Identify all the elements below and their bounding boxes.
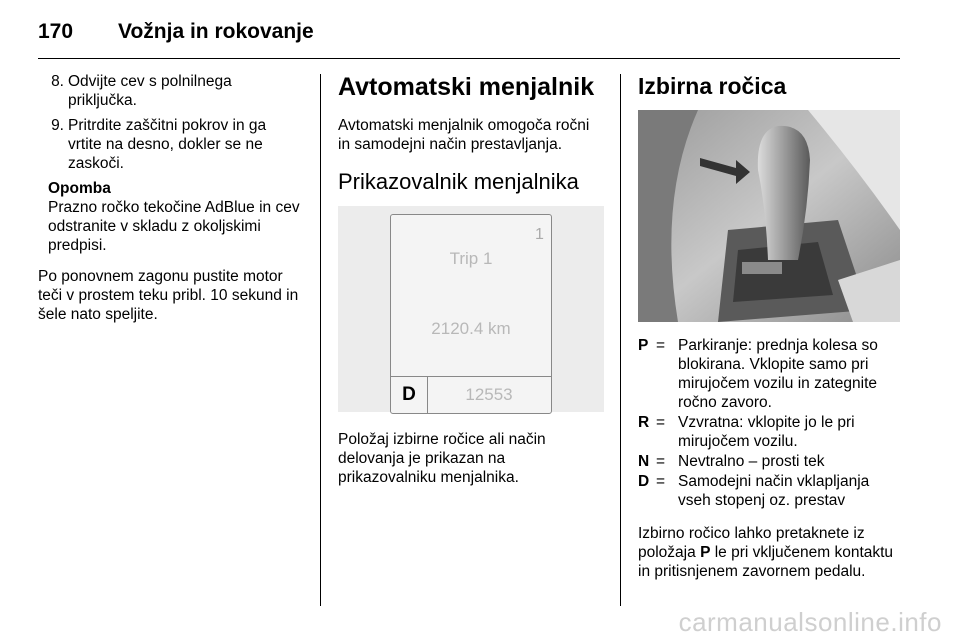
shift-paragraph — [638, 524, 900, 581]
legend-key: P — [638, 337, 649, 354]
step-number: 8. — [51, 73, 64, 90]
page-header — [38, 14, 900, 58]
restart-paragraph: Po ponovnem zagonu pustite motor teči v prostem teku pribl. 10 sekund in šele nato speljite. — [38, 268, 299, 323]
step-text: Odvijte cev s polnilnega priključka. — [68, 73, 232, 109]
legend-key: R — [638, 414, 650, 431]
trip-label: Trip 1 — [449, 249, 493, 268]
legend-row-park — [638, 336, 900, 412]
gear-row — [391, 376, 551, 413]
legend-equals: = — [656, 473, 666, 490]
column-divider — [620, 74, 621, 606]
legend-key: D — [638, 473, 650, 490]
gear-position-legend — [638, 336, 900, 510]
legend-description: Samodejni način vklapljanja vseh stopenj oz. prestav — [678, 473, 870, 509]
step-number: 9. — [51, 117, 64, 134]
subsection-heading: Prikazovalnik menjalnika — [338, 169, 579, 194]
intro-paragraph: Avtomatski menjalnik omogoča ročni in samodejni način prestavljanja. — [338, 117, 590, 153]
gear-lever-photo — [638, 110, 900, 322]
step-item — [38, 72, 304, 110]
legend-description: Vzvratna: vklopite jo le pri mirujočem vozilu. — [678, 414, 855, 450]
legend-equals: = — [656, 337, 666, 354]
page-number: 170 — [38, 20, 74, 43]
column-divider — [320, 74, 321, 606]
header-rule — [38, 58, 900, 59]
legend-row-reverse — [638, 413, 900, 451]
step-list — [38, 72, 304, 173]
legend-description: Nevtralno – prosti tek — [678, 453, 825, 470]
column-middle — [338, 72, 604, 499]
trip-one-icon: 1 — [535, 226, 544, 243]
legend-description: Parkiranje: prednja kolesa so blokirana. Vklopite samo pri mirujočem vozilu in zategnite ročno zavoro. — [678, 337, 878, 411]
legend-row-neutral — [638, 452, 900, 471]
trip-distance: 2120.4 km — [431, 319, 511, 338]
watermark: carmanualsonline.info — [678, 607, 942, 637]
transmission-display-figure — [338, 206, 604, 412]
column-right — [638, 72, 900, 593]
legend-equals: = — [656, 414, 666, 431]
column-left — [38, 72, 304, 336]
step-text: Pritrdite zaščitni pokrov in ga vrtite na desno, dokler se ne zaskoči. — [68, 117, 267, 172]
step-item — [38, 116, 304, 173]
page-title: Vožnja in rokovanje — [118, 20, 314, 43]
legend-equals: = — [656, 453, 666, 470]
display-frame — [390, 214, 552, 414]
section-heading: Izbirna ročica — [638, 73, 787, 99]
shift-text-before: Izbirno ročico lahko pretaknete iz položaja — [638, 525, 865, 561]
legend-key: N — [638, 453, 650, 470]
gear-indicator: D — [391, 377, 428, 413]
section-heading: Avtomatski menjalnik — [338, 73, 595, 101]
shift-text-after: le pri vključenem kontaktu in pritisnjenem zavornem pedalu. — [638, 544, 894, 580]
legend-row-drive — [638, 472, 900, 510]
note-text: Prazno ročko tekočine AdBlue in cev odstranite v skladu z okoljskimi predpisi. — [48, 199, 300, 254]
note-title: Opomba — [48, 180, 111, 197]
odometer-value: 12553 — [465, 385, 513, 404]
display-caption: Položaj izbirne ročice ali način delovanja je prikazan na prikazovalniku menjalnika. — [338, 431, 546, 486]
shift-key-park: P — [700, 544, 711, 561]
